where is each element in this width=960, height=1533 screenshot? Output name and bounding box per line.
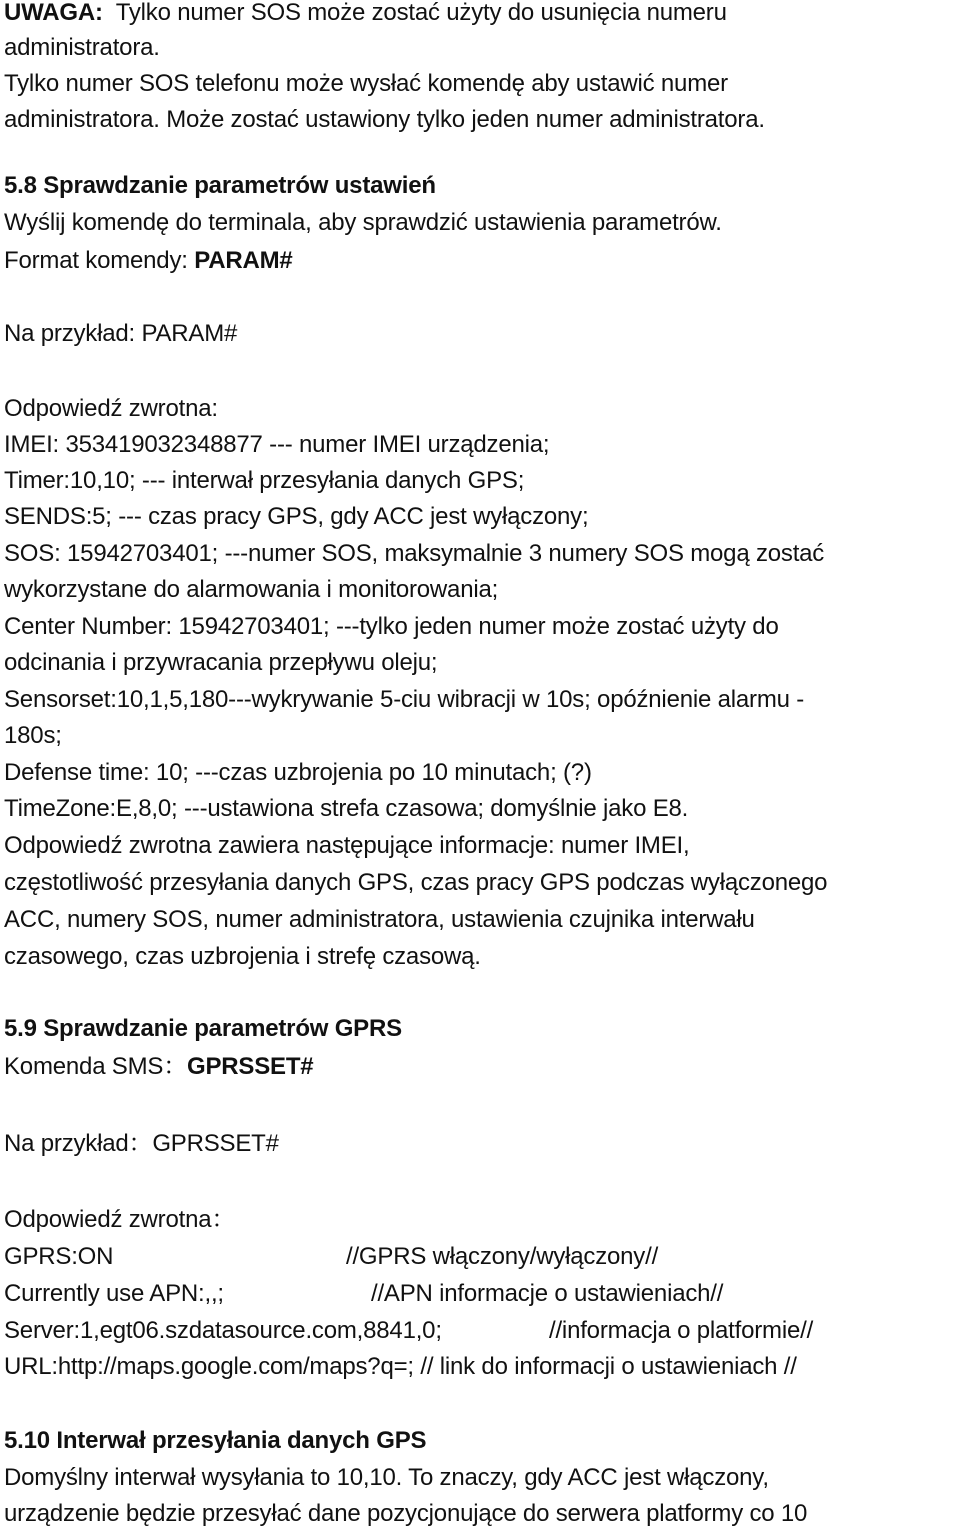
summary-line: Odpowiedź zwrotna zawiera następujące informacje: numer IMEI, [4, 832, 690, 859]
section-5-8-heading: 5.8 Sprawdzanie parametrów ustawień [4, 172, 436, 199]
reply-line: TimeZone:E,8,0; ---ustawiona strefa czasowa; domyślnie jako E8. [4, 795, 689, 822]
format-label: Format komendy: [4, 247, 195, 274]
warning-line-1 [4, 0, 727, 30]
section-5-8-example: Na przykład: PARAM# [4, 320, 238, 347]
warning-text-3: Tylko numer SOS telefonu może wysłać komendę aby ustawić numer [4, 70, 728, 97]
warning-text-1: Tylko numer SOS może zostać użyty do usunięcia numeru [115, 0, 727, 26]
reply-line: 180s; [4, 722, 62, 749]
section-5-8-reply-label: Odpowiedź zwrotna: [4, 395, 218, 422]
reply-line: Sensorset:10,1,5,180---wykrywanie 5-ciu wibracji w 10s; opóźnienie alarmu - [4, 686, 805, 713]
section-5-10-line-1: Domyślny interwał wysyłania to 10,10. To znaczy, gdy ACC jest włączony, [4, 1464, 769, 1491]
url-line: URL:http://maps.google.com/maps?q=; // link do informacji o ustawieniach // [4, 1353, 797, 1380]
summary-line: ACC, numery SOS, numer administratora, ustawienia czujnika interwału [4, 906, 755, 933]
section-5-9-heading: 5.9 Sprawdzanie parametrów GPRS [4, 1015, 402, 1042]
server-row-left: Server:1,egt06.szdatasource.com,8841,0; [4, 1317, 442, 1344]
format-command: PARAM# [194, 247, 293, 274]
sms-label: Komenda SMS： [4, 1053, 188, 1080]
gprs-row-right: //GPRS włączony/wyłączony// [346, 1243, 659, 1270]
reply-line: Center Number: 15942703401; ---tylko jeden numer może zostać użyty do [4, 613, 779, 640]
sms-command: GPRSSET# [187, 1053, 314, 1080]
reply-line: Defense time: 10; ---czas uzbrojenia po 10 minutach; (?) [4, 759, 592, 786]
format-line [4, 244, 293, 278]
reply-line: wykorzystane do alarmowania i monitorowania; [4, 576, 499, 603]
gprs-row-left: GPRS:ON [4, 1243, 114, 1270]
warning-text-4: administratora. Może zostać ustawiony tylko jeden numer administratora. [4, 106, 765, 133]
section-5-9-example: Na przykład：GPRSSET# [4, 1130, 279, 1157]
section-5-9-reply-label: Odpowiedź zwrotna： [4, 1206, 236, 1233]
apn-row-right: //APN informacje o ustawieniach// [371, 1280, 724, 1307]
reply-line: SOS: 15942703401; ---numer SOS, maksymalnie 3 numery SOS mogą zostać [4, 540, 825, 567]
warning-label: UWAGA: [4, 0, 103, 26]
reply-line: Timer:10,10; --- interwał przesyłania danych GPS; [4, 467, 525, 494]
reply-line: SENDS:5; --- czas pracy GPS, gdy ACC jest wyłączony; [4, 503, 589, 530]
server-row-right: //informacja o platformie// [549, 1317, 814, 1344]
section-5-8-intro: Wyślij komendę do terminala, aby sprawdzić ustawienia parametrów. [4, 209, 722, 236]
section-5-10-heading: 5.10 Interwał przesyłania danych GPS [4, 1427, 427, 1454]
apn-row-left: Currently use APN:,,; [4, 1280, 224, 1307]
summary-line: częstotliwość przesyłania danych GPS, czas pracy GPS podczas wyłączonego [4, 869, 828, 896]
summary-line: czasowego, czas uzbrojenia i strefę czasową. [4, 943, 481, 970]
sms-command-line [4, 1050, 313, 1084]
reply-line: odcinania i przywracania przepływu oleju; [4, 649, 438, 676]
section-5-10-line-2: urządzenie będzie przesyłać dane pozycjonujące do serwera platformy co 10 [4, 1500, 808, 1527]
reply-line: IMEI: 353419032348877 --- numer IMEI urządzenia; [4, 431, 550, 458]
warning-text-2: administratora. [4, 34, 160, 61]
